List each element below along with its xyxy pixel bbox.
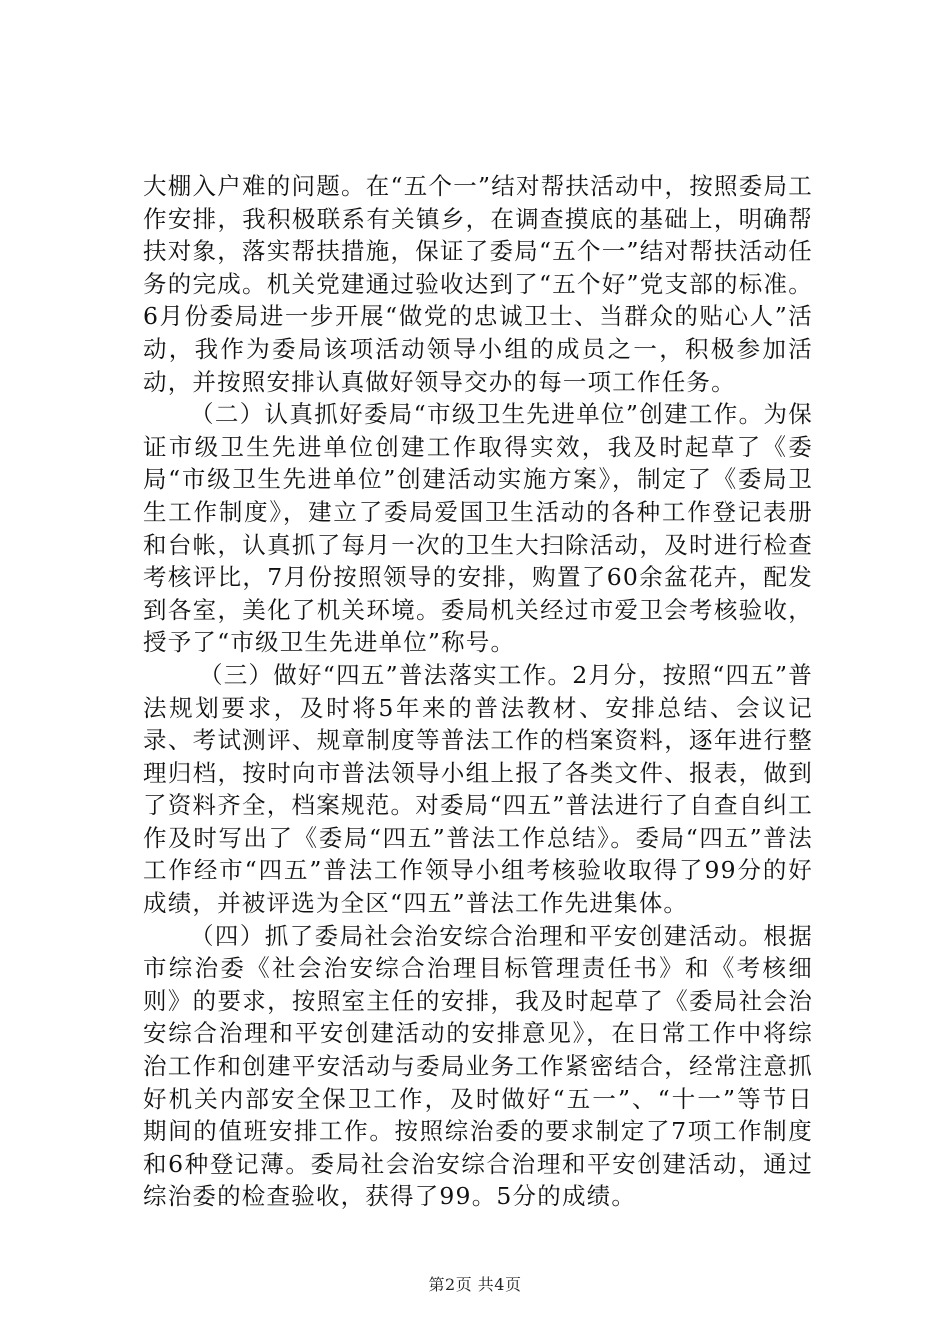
- paragraph-section-3: （三）做好“四五”普法落实工作。2月分，按照“四五”普法规划要求，及时将5年来的普法教材、安排总结、会议记录、考试测评、规章制度等普法工作的档案资料，逐年进行整理归档，按时向市普法领导小组上报了各类文件、报表，做到了资料齐全，档案规范。对委局“四五”普法进行了自查自纠工作及时写出了《委局“四五”普法工作总结》。委局“四五”普法工作经市“四五”普法工作领导小组考核验收取得了99分的好成绩，并被评选为全区“四五”普法工作先进集体。: [143, 660, 813, 918]
- paragraph-section-4: （四）抓了委局社会治安综合治理和平安创建活动。根据市综治委《社会治安综合治理目标管理责任书》和《考核细则》的要求，按照室主任的安排，我及时起草了《委局社会治安综合治理和平安创建活动的安排意见》，在日常工作中将综治工作和创建平安活动与委局业务工作紧密结合，经常注意抓好机关内部安全保卫工作，及时做好“五一”、“十一”等节日期间的值班安排工作。按照综治委的要求制定了7项工作制度和6种登记薄。委局社会治安综合治理和平安创建活动，通过综治委的检查验收，获得了99。5分的成绩。: [143, 921, 813, 1211]
- paragraph-section-2: （二）认真抓好委局“市级卫生先进单位”创建工作。为保证市级卫生先进单位创建工作取得实效，我及时起草了《委局“市级卫生先进单位”创建活动实施方案》，制定了《委局卫生工作制度》，建立了委局爱国卫生活动的各种工作登记表册和台帐，认真抓了每月一次的卫生大扫除活动，及时进行检查考核评比，7月份按照领导的安排，购置了60余盆花卉，配发到各室，美化了机关环境。委局机关经过市爱卫会考核验收，授予了“市级卫生先进单位”称号。: [143, 400, 813, 657]
- page-number-footer: 第2页 共4页: [428, 1275, 522, 1294]
- paragraph-continuation: 大棚入户难的问题。在“五个一”结对帮扶活动中，按照委局工作安排，我积极联系有关镇乡，在调查摸底的基础上，明确帮扶对象，落实帮扶措施，保证了委局“五个一”结对帮扶活动任务的完成。机关党建通过验收达到了“五个好”党支部的标准。6月份委局进一步开展“做党的忠诚卫士、当群众的贴心人”活动，我作为委局该项活动领导小组的成员之一，积极参加活动，并按照安排认真做好领导交办的每一项工作任务。: [143, 172, 813, 396]
- document-body: [143, 170, 813, 1213]
